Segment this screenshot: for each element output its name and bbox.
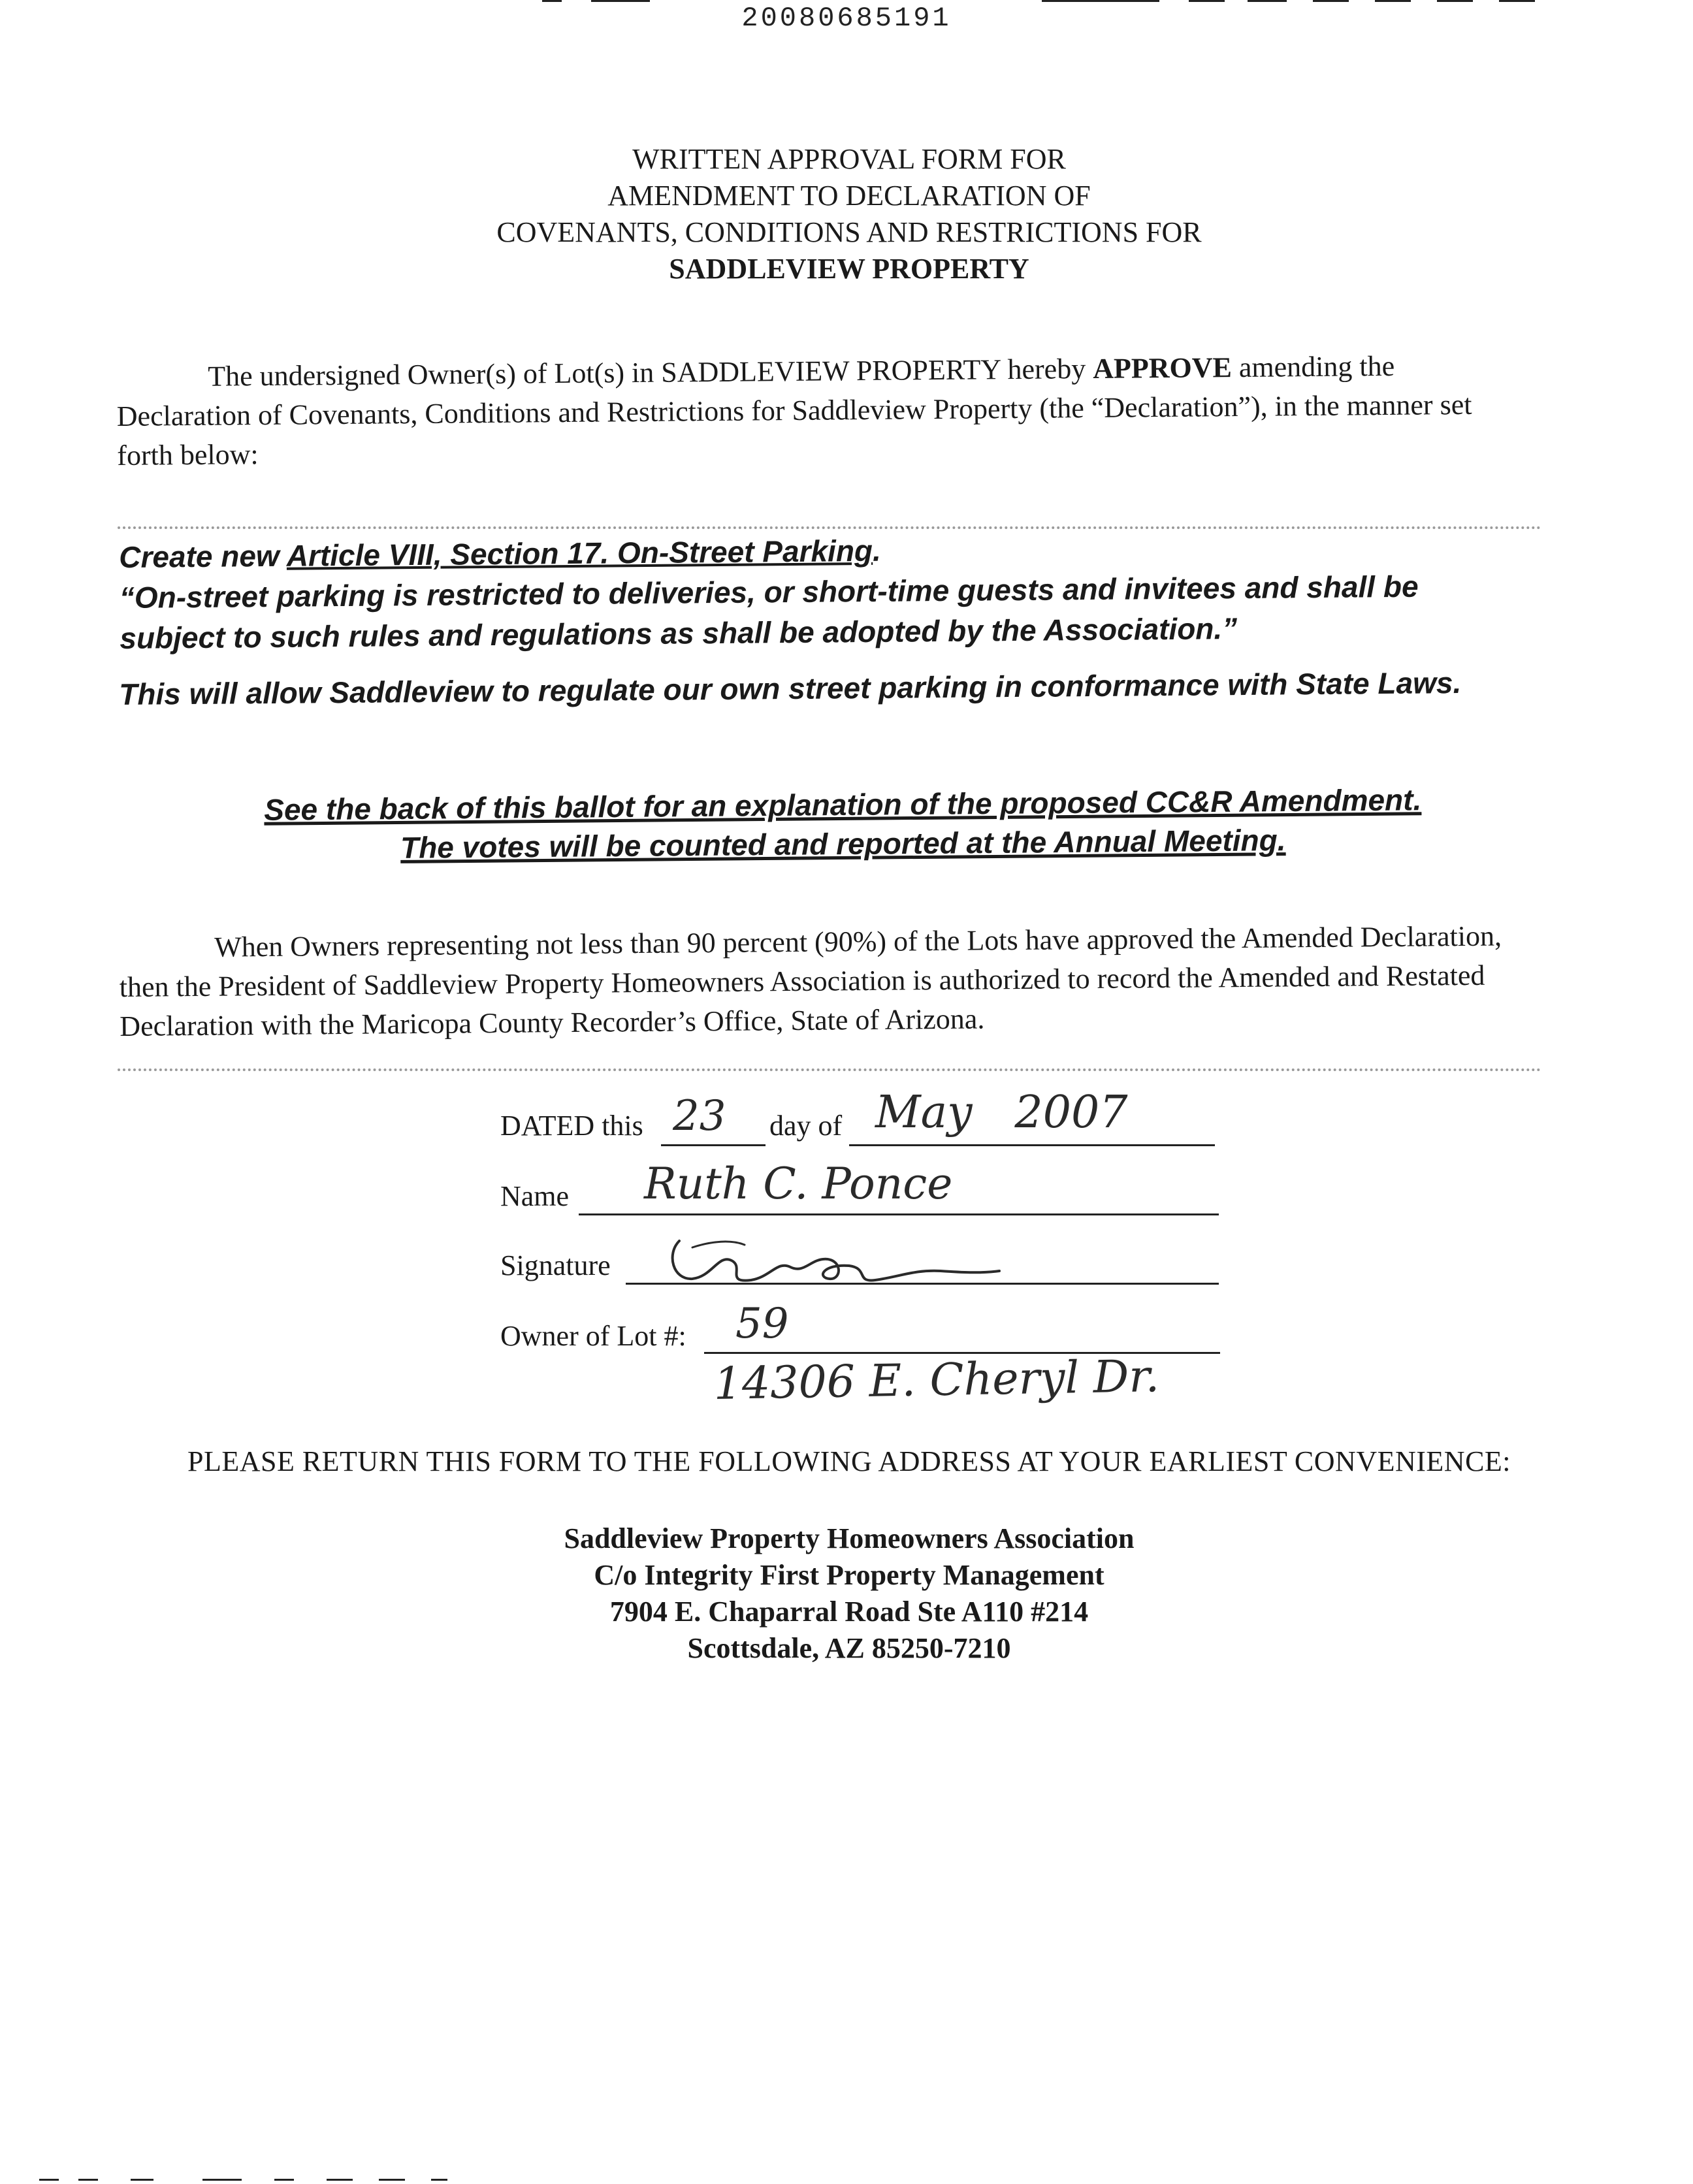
day-line[interactable] — [661, 1144, 766, 1146]
title-line: AMENDMENT TO DECLARATION OF — [607, 180, 1091, 212]
month-year-line[interactable] — [849, 1144, 1215, 1146]
address-line: C/o Integrity First Property Management — [594, 1559, 1104, 1591]
scan-mark — [379, 2179, 405, 2181]
intro-text: amending the Declaration of Covenants, Conditions and Restrictions for Saddleview Property (the “Declaration”), in the manner set forth below: — [116, 349, 1472, 472]
notice-line: The votes will be counted and reported at the Annual Meeting. — [400, 823, 1286, 865]
title-line: COVENANTS, CONDITIONS AND RESTRICTIONS FOR — [496, 216, 1202, 248]
scan-mark — [39, 2179, 59, 2181]
ballot-notice — [196, 779, 1490, 869]
intro-paragraph — [116, 345, 1515, 475]
scan-mark — [1248, 0, 1287, 2]
signature-label: Signature — [500, 1249, 611, 1281]
scan-mark — [1499, 0, 1535, 2]
scan-mark — [542, 0, 562, 2]
scan-mark — [1375, 0, 1411, 2]
lot-value: 59 — [735, 1300, 789, 1348]
amendment-purpose: This will allow Saddleview to regulate our own street parking in conformance with State Laws. — [119, 666, 1462, 711]
address-line: Saddleview Property Homeowners Association — [564, 1522, 1135, 1554]
owner-lot-label: Owner of Lot #: — [500, 1320, 686, 1352]
scan-mark — [431, 2179, 447, 2181]
amendment-quote-line: subject to such rules and regulations as shall be adopted by the Association.” — [120, 611, 1238, 655]
scan-mark — [1437, 0, 1473, 2]
address-line: Scottsdale, AZ 85250-7210 — [687, 1632, 1011, 1664]
month-year-value: May 2007 — [875, 1087, 1128, 1138]
dated-label: DATED this — [500, 1110, 643, 1142]
scan-mark — [131, 2179, 153, 2181]
day-value: 23 — [673, 1092, 726, 1140]
approval-threshold-paragraph: When Owners representing not less than 90 percent (90%) of the Lots have approved the Amended Declaration, then the President of Saddleview Property Homeowners Association is authorized to record the Amended and Restated Declaration with the Maricopa County Recorder’s Office, State of Arizona. — [119, 920, 1502, 1042]
return-address — [392, 1520, 1306, 1667]
amendment-prefix: Create new — [119, 538, 287, 574]
amendment-heading: Article VIII, Section 17. On-Street Parking — [286, 533, 873, 573]
day-of-label: day of — [769, 1110, 843, 1142]
title-property-name: SADDLEVIEW PROPERTY — [669, 253, 1029, 285]
name-line[interactable] — [579, 1213, 1219, 1215]
return-instructions: PLEASE RETURN THIS FORM TO THE FOLLOWING ADDRESS AT YOUR EARLIEST CONVENIENCE: — [187, 1445, 1511, 1477]
signature-scrawl — [653, 1228, 1019, 1293]
name-value: Ruth C. Ponce — [644, 1159, 953, 1209]
scan-mark — [327, 2179, 353, 2181]
scan-mark — [202, 2179, 242, 2181]
amendment-text — [119, 524, 1557, 658]
address-line: 7904 E. Chaparral Road Ste A110 #214 — [609, 1596, 1089, 1628]
notice-line: See the back of this ballot for an explanation of the proposed CC&R Amendment. — [264, 782, 1422, 827]
scan-mark — [274, 2179, 294, 2181]
name-label: Name — [500, 1180, 570, 1212]
scan-mark — [591, 0, 650, 2]
scan-mark — [78, 2179, 98, 2181]
owner-address-value: 14306 E. Cheryl Dr. — [713, 1351, 1160, 1410]
document-number: 20080685191 — [741, 3, 952, 34]
intro-text: The undersigned Owner(s) of Lot(s) in SADDLEVIEW PROPERTY hereby — [208, 352, 1093, 393]
scan-mark — [1042, 0, 1159, 2]
scan-mark — [1189, 0, 1225, 2]
amendment-quote-line: “On-street parking is restricted to deliveries, or short-time guests and invitees and shall be — [119, 569, 1419, 615]
section-divider — [118, 1068, 1541, 1071]
scan-mark — [1313, 0, 1349, 2]
amendment-heading-end: . — [872, 533, 882, 568]
form-title — [327, 141, 1372, 287]
intro-approve: APPROVE — [1092, 351, 1233, 385]
title-line: WRITTEN APPROVAL FORM FOR — [632, 143, 1066, 175]
